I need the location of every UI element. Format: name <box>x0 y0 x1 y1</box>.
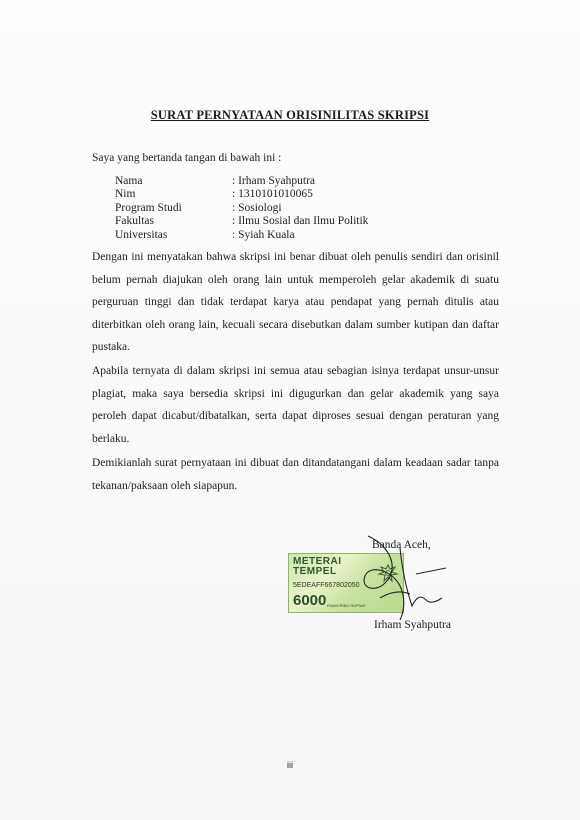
identity-table <box>115 175 368 242</box>
intro-text: Saya yang bertanda tangan di bawah ini : <box>92 152 282 164</box>
stamp-label-2: TEMPEL <box>293 566 337 577</box>
identity-value: : 1310101010065 <box>232 188 313 201</box>
stamp-serial: 5EDEAFF667802050 <box>293 582 360 589</box>
identity-row-program <box>115 202 368 215</box>
document-title: SURAT PERNYATAAN ORISINILITAS SKRIPSI <box>150 108 430 122</box>
identity-value: : Irham Syahputra <box>232 175 316 187</box>
identity-row-faculty <box>115 215 368 228</box>
identity-row-name <box>115 175 368 188</box>
identity-row-nim <box>115 188 368 201</box>
closing-paragraph: Demikianlah surat pernyataan ini dibuat dan ditandatangani dalam keadaan sadar tanpa tekanan/paksaan oleh siapapun. <box>92 457 499 492</box>
identity-value: : Syiah Kuala <box>232 228 295 241</box>
identity-value: : Ilmu Sosial dan Ilmu Politik <box>232 215 369 228</box>
identity-row-university <box>115 229 368 242</box>
identity-label: Nim <box>115 188 136 201</box>
statement-paragraph: Dengan ini menyatakan bahwa skripsi ini benar dibuat oleh penulis sendiri dan orisinil belum pernah diajukan oleh orang lain untuk memperoleh gelar akademik di suatu perguruan tinggi dan tidak terdapat karya atau pendapat yang pernah ditulis atau diterbitkan oleh orang lain, kecuali secara disebutkan dalam sumber kutipan dan daftar pustaka. <box>92 251 499 354</box>
page-number: iii <box>287 760 293 770</box>
identity-value: : Sosiologi <box>232 201 282 214</box>
stamp-value: 6000 <box>293 592 327 609</box>
stamp-label-1: METERAI <box>293 556 342 567</box>
plagiarism-paragraph: Apabila ternyata di dalam skripsi ini semua atau sebagian isinya terdapat unsur-unsur plagiat, maka saya bersedia skripsi ini digugurkan dan gelar akademik yang saya peroleh dapat dicabut/dibatalkan, serta dapat diproses sesuai dengan peraturan yang berlaku. <box>92 365 499 445</box>
signature-icon <box>330 528 450 628</box>
identity-label: Universitas <box>115 228 168 241</box>
signer-name: Irham Syahputra <box>374 619 451 631</box>
identity-label: Nama <box>115 175 143 187</box>
identity-label: Fakultas <box>115 215 154 228</box>
signing-place: Banda Aceh, <box>372 539 431 551</box>
stamp-subtext: ENAM RIBU RUPIAH <box>327 603 366 608</box>
identity-label: Program Studi <box>115 201 182 214</box>
